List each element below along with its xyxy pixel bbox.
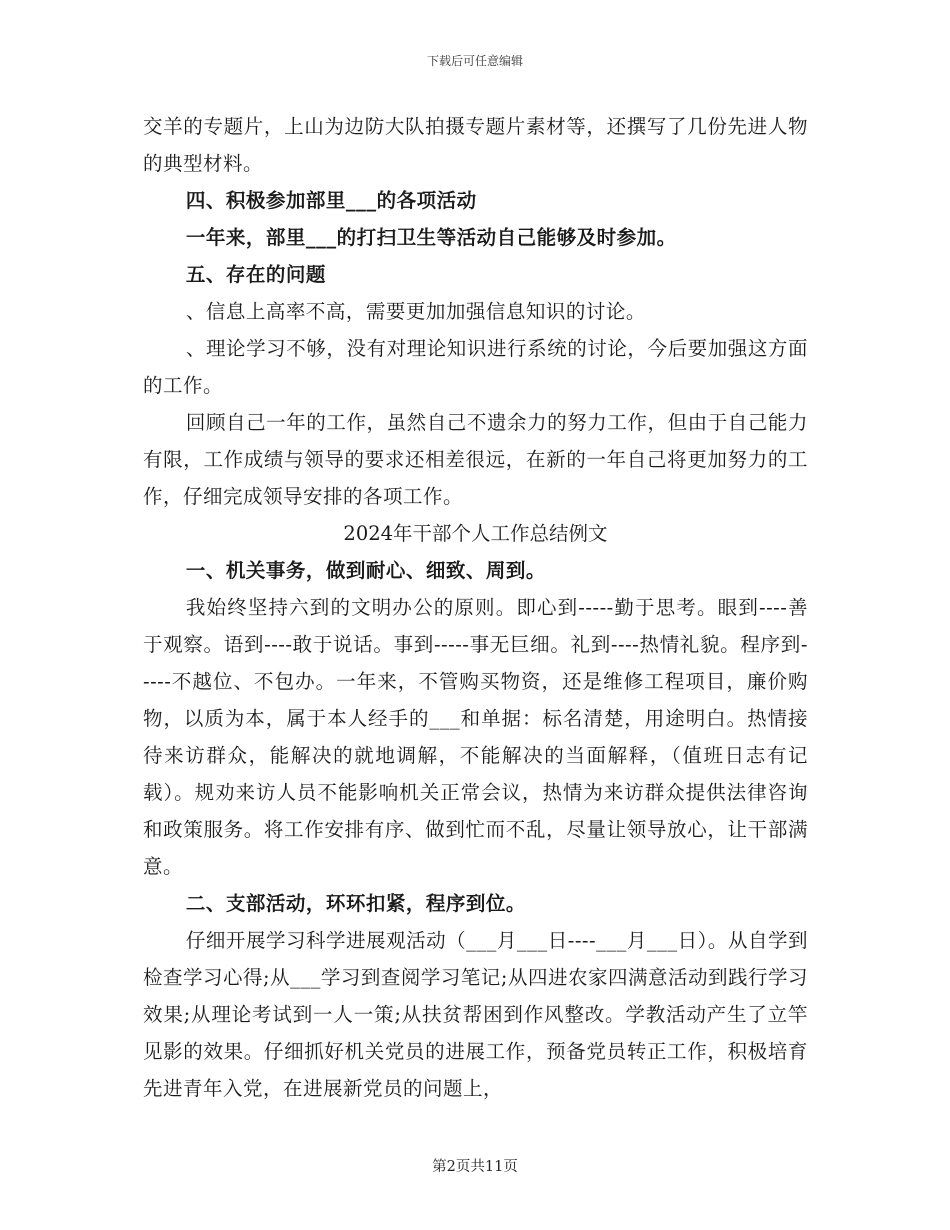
paragraph-4: 、理论学习不够，没有对理论知识进行系统的讨论，今后要加强这方面的工作。 — [143, 337, 808, 397]
section-heading-2: 二、支部活动，环环扣紧，程序到位。 — [185, 892, 526, 915]
paragraph-5: 回顾自己一年的工作，虽然自己不遗余力的努力工作，但由于自己能力有限，工作成绩与领导的要求还相差很远，在新的一年自己将更加努力的工作，仔细完成领导安排的各项工作。 — [143, 411, 808, 508]
paragraph-3: 、信息上高率不高，需要更加加强信息知识的讨论。 — [185, 300, 646, 323]
page-number-footer: 第2页共11页 — [432, 1159, 518, 1175]
section-heading-1: 一、机关事务，做到耐心、细致、周到。 — [185, 559, 546, 582]
document-body — [143, 108, 808, 1107]
page-header-note: 下载后可任意编辑 — [426, 54, 523, 68]
section-heading-4: 四、积极参加部里___的各项活动 — [185, 189, 477, 212]
document-title: 2024年干部个人工作总结例文 — [343, 522, 608, 545]
section-heading-5: 五、存在的问题 — [185, 263, 326, 286]
paragraph-1: 交羊的专题片，上山为边防大队拍摄专题片素材等，还撰写了几份先进人物的典型材料。 — [143, 115, 808, 175]
paragraph-6: 我始终坚持六到的文明办公的原则。即心到-----勤于思考。眼到----善于观察。语到----敢于说话。事到-----事无巨细。礼到----热情礼貌。程序到-----不越位、不包办。一年来，不管购买物资，还是维修工程项目，廉价购物，以质为本，属于本人经手的___和单据：标名清楚，用途明白。热情接待来访群众，能解决的就地调解，不能解决的当面解释，（值班日志有记载）。规劝来访人员不能影响机关正常会议，热情为来访群众提供法律咨询和政策服务。将工作安排有序、做到忙而不乱，尽量让领导放心，让干部满意。 — [143, 596, 808, 878]
paragraph-2: 一年来，部里___的打扫卫生等活动自己能够及时参加。 — [185, 226, 677, 249]
paragraph-7: 仔细开展学习科学进展观活动（___月___日----___月___日）。从自学到检查学习心得;从___学习到查阅学习笔记;从四进农家四满意活动到践行学习效果;从理论考试到一人一策;从扶贫帮困到作风整改。学教活动产生了立竿见影的效果。仔细抓好机关党员的进展工作，预备党员转正工作，积极培育先进青年入党，在进展新党员的问题上， — [143, 929, 808, 1100]
